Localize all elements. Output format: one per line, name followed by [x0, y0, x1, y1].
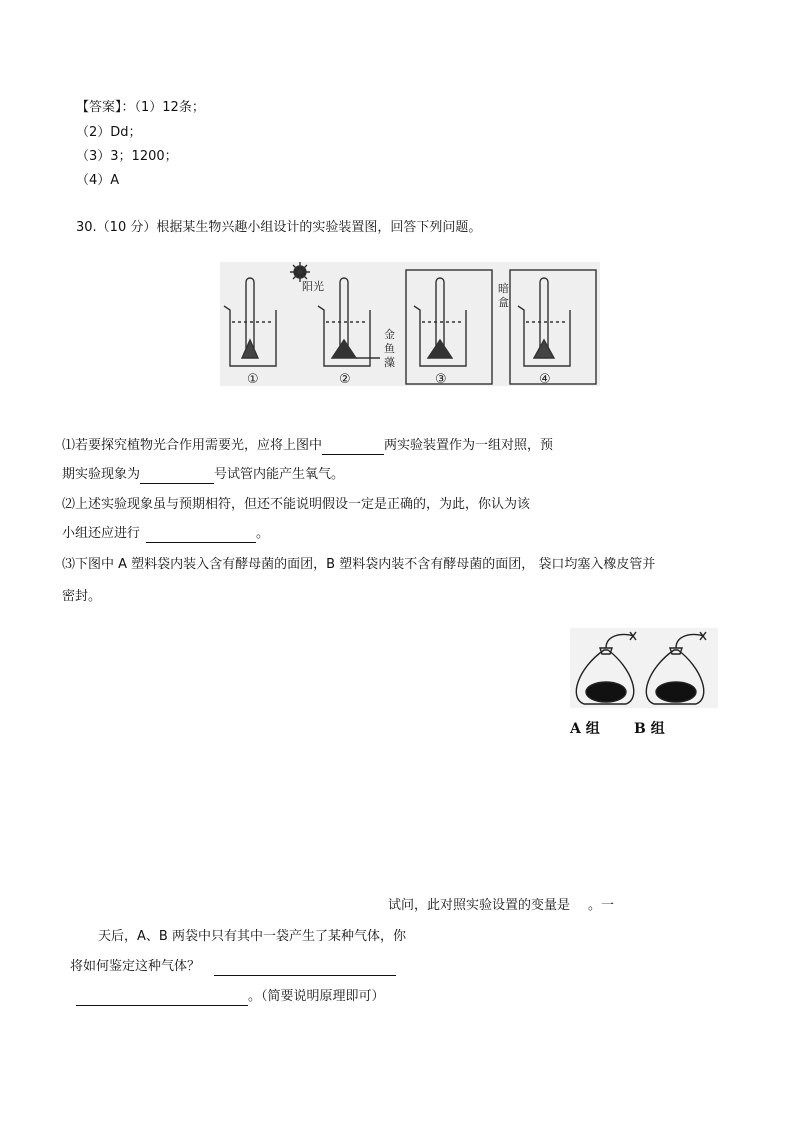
setup-2-beaker	[290, 262, 380, 366]
q3-blank-method-1[interactable]	[214, 961, 396, 976]
bags-drawing	[570, 628, 718, 708]
dark-box-label-2: 盒	[498, 296, 509, 309]
q2-text-b: 小组还应进行	[62, 526, 141, 541]
q2-line-1: ⑵上述实验现象虽与预期相符，但还不能说明假设一定是正确的，为此，你认为该	[62, 497, 531, 512]
experiment-apparatus-figure	[220, 262, 600, 386]
bag-b-label: B 组	[634, 721, 665, 737]
answer-1: ：（1）12条；	[121, 100, 205, 115]
plant-label-2: 鱼	[384, 342, 395, 355]
answer-line-1	[76, 99, 205, 117]
q2-blank[interactable]	[146, 528, 256, 543]
q1-text-b: 两实验装置作为一组对照，预	[384, 438, 554, 453]
setup-number-1: ①	[247, 372, 259, 386]
q3-line-4: 天后，A、B 两袋中只有其中一袋产生了某种气体，你	[98, 929, 406, 944]
q1-blank-2[interactable]	[140, 469, 214, 484]
q2-line-2	[62, 525, 269, 543]
q1-line-2	[62, 466, 344, 484]
q3-text-f: 将如何鉴定这种气体？	[70, 959, 201, 974]
q3-text-c: 试问，此对照实验设置的变量是	[388, 898, 571, 913]
setup-number-2: ②	[339, 372, 351, 386]
q1-line-1	[62, 437, 553, 455]
q3-line-1: ⑶下图中 A 塑料袋内装入含有酵母菌的面团，B 塑料袋内装不含有酵母菌的面团， 袋口均塞入橡皮管并	[62, 557, 656, 572]
q3-line-2: 密封。	[62, 589, 102, 604]
answer-line-2: （2）Dd；	[76, 125, 142, 140]
apparatus-drawing	[220, 262, 600, 386]
bag-a	[576, 632, 636, 704]
q2-text-c: 。	[256, 526, 270, 541]
setup-4-beaker	[510, 270, 596, 384]
q3-text-g: 。（简要说明原理即可）	[248, 989, 385, 1004]
q1-blank-1[interactable]	[322, 440, 384, 455]
bag-a-label: A 组	[570, 721, 600, 737]
plant-label-3: 藻	[384, 356, 395, 369]
q3-text-d: 。一	[588, 898, 615, 913]
q1-text-d: 号试管内能产生氧气。	[214, 467, 345, 482]
question-30-header: 30.（10 分）根据某生物兴趣小组设计的实验装置图，回答下列问题。	[76, 220, 482, 235]
q3-blank-variable[interactable]	[570, 901, 588, 915]
bag-b	[646, 632, 706, 704]
q3-line-5	[70, 958, 396, 976]
setup-3-beaker	[406, 270, 492, 384]
setup-number-3: ③	[435, 372, 447, 386]
q3-blank-method-2[interactable]	[76, 991, 248, 1006]
answer-line-3: （3）3；1200；	[76, 149, 178, 164]
q3-line-3	[388, 897, 614, 915]
plant-label-1: 金	[384, 328, 395, 341]
plastic-bags-figure	[570, 628, 718, 708]
answer-line-4: （4）A	[76, 173, 120, 188]
answer-label: 【答案】	[76, 100, 122, 115]
q1-text-c: 期实验现象为	[62, 467, 141, 482]
q3-line-6	[76, 988, 385, 1006]
sun-label: 阳光	[302, 280, 324, 293]
q1-text-a: ⑴若要探究植物光合作用需要光，应将上图中	[62, 438, 323, 453]
setup-number-4: ④	[539, 372, 551, 386]
setup-1-beaker	[224, 278, 276, 366]
dark-box-label-1: 暗	[498, 282, 509, 295]
